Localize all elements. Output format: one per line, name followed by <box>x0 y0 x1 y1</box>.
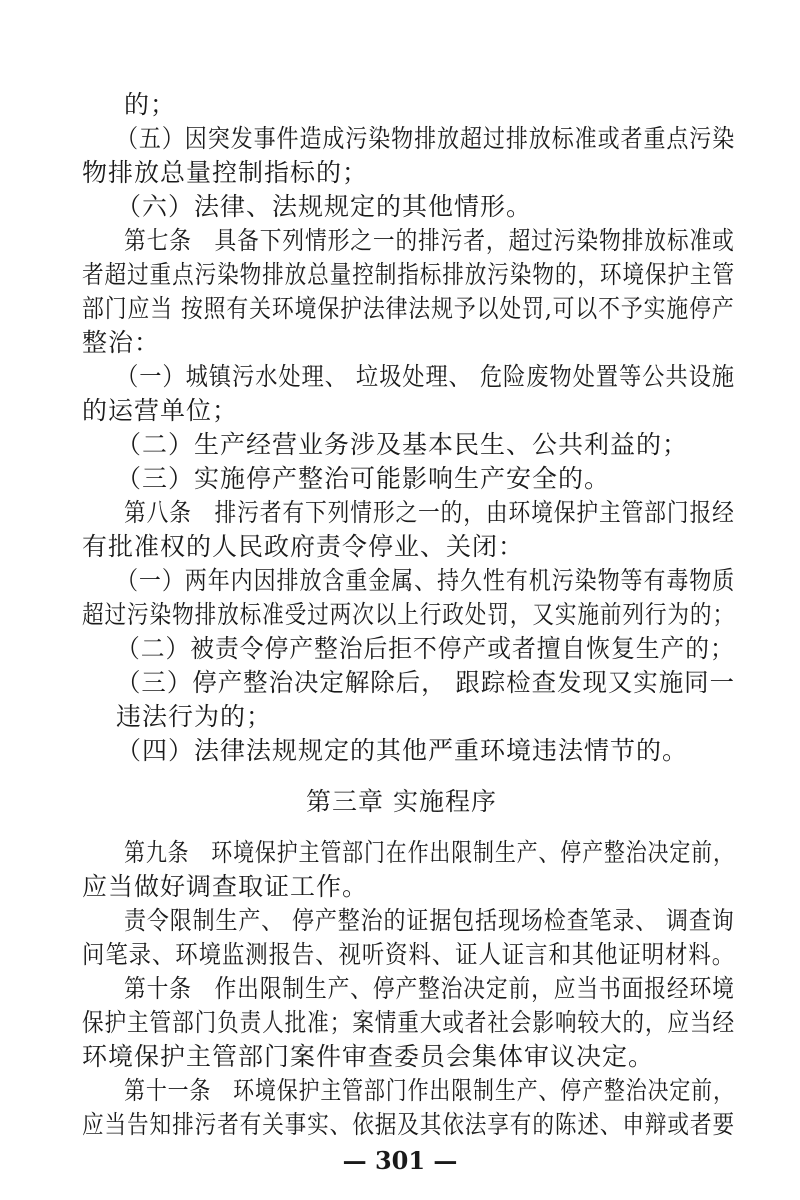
text-line: 整治： <box>82 328 161 357</box>
text-line: （三）实施停产整治可能影响生产安全的。 <box>116 464 611 493</box>
text-line: 的运营单位； <box>82 396 239 425</box>
text-line: （一）两年内因排放含重金属、持久性有机污染物等有毒物质 <box>116 566 736 595</box>
text-line: 第八条 排污者有下列情形之一的，由环境保护主管部门报经 <box>124 498 735 527</box>
text-line: 应当告知排污者有关事实、依据及其依法享有的陈述、申辩或者要 <box>82 1110 735 1139</box>
text-line: 第十条 作出限制生产、停产整治决定前，应当书面报经环境 <box>124 974 735 1003</box>
text-line: 部门应当 按照有关环境保护法律法规予以处罚,可以不予实施停产 <box>82 294 735 323</box>
text-line: 第七条 具备下列情形之一的排污者，超过污染物排放标准或 <box>124 226 735 255</box>
text-line: 者超过重点污染物排放总量控制指标排放污染物的，环境保护主管 <box>82 260 735 289</box>
text-line: 违法行为的； <box>116 702 273 731</box>
text-line: （二）生产经营业务涉及基本民生、公共利益的； <box>116 430 689 459</box>
text-line: 应当做好调查取证工作。 <box>82 872 369 901</box>
chapter-heading: 第三章 实施程序 <box>306 787 497 816</box>
text-line: 物排放总量控制指标的； <box>82 158 369 187</box>
text-line: （四）法律法规规定的其他严重环境违法情节的。 <box>116 736 689 765</box>
text-line: （五）因突发事件造成污染物排放超过排放标准或者重点污染 <box>116 124 736 153</box>
text-line: 保护主管部门负责人批准；案情重大或者社会影响较大的，应当经 <box>82 1008 735 1037</box>
text-line: 第十一条 环境保护主管部门作出限制生产、停产整治决定前， <box>124 1076 735 1105</box>
page-number: — 301 — <box>342 1146 458 1175</box>
text-line: 的； <box>124 90 177 119</box>
text-line: 超过污染物排放标准受过两次以上行政处罚，又实施前列行为的； <box>82 600 735 629</box>
text-line: （一）城镇污水处理、 垃圾处理、 危险废物处置等公共设施 <box>116 362 735 391</box>
text-line: 第九条 环境保护主管部门在作出限制生产、停产整治决定前， <box>124 838 735 867</box>
text-line: 问笔录、环境监测报告、视听资料、证人证言和其他证明材料。 <box>82 940 736 969</box>
text-line: （三）停产整治决定解除后， 跟踪检查发现又实施同一 <box>116 668 736 697</box>
text-line: （二）被责令停产整治后拒不停产或者擅自恢复生产的； <box>116 634 735 663</box>
text-line: 有批准权的人民政府责令停业、关闭： <box>82 532 525 561</box>
text-line: （六）法律、法规规定的其他情形。 <box>116 192 533 221</box>
text-line: 环境保护主管部门案件审查委员会集体审议决定。 <box>82 1042 655 1071</box>
text-line: 责令限制生产、 停产整治的证据包括现场检查笔录、 调查询 <box>124 906 735 935</box>
